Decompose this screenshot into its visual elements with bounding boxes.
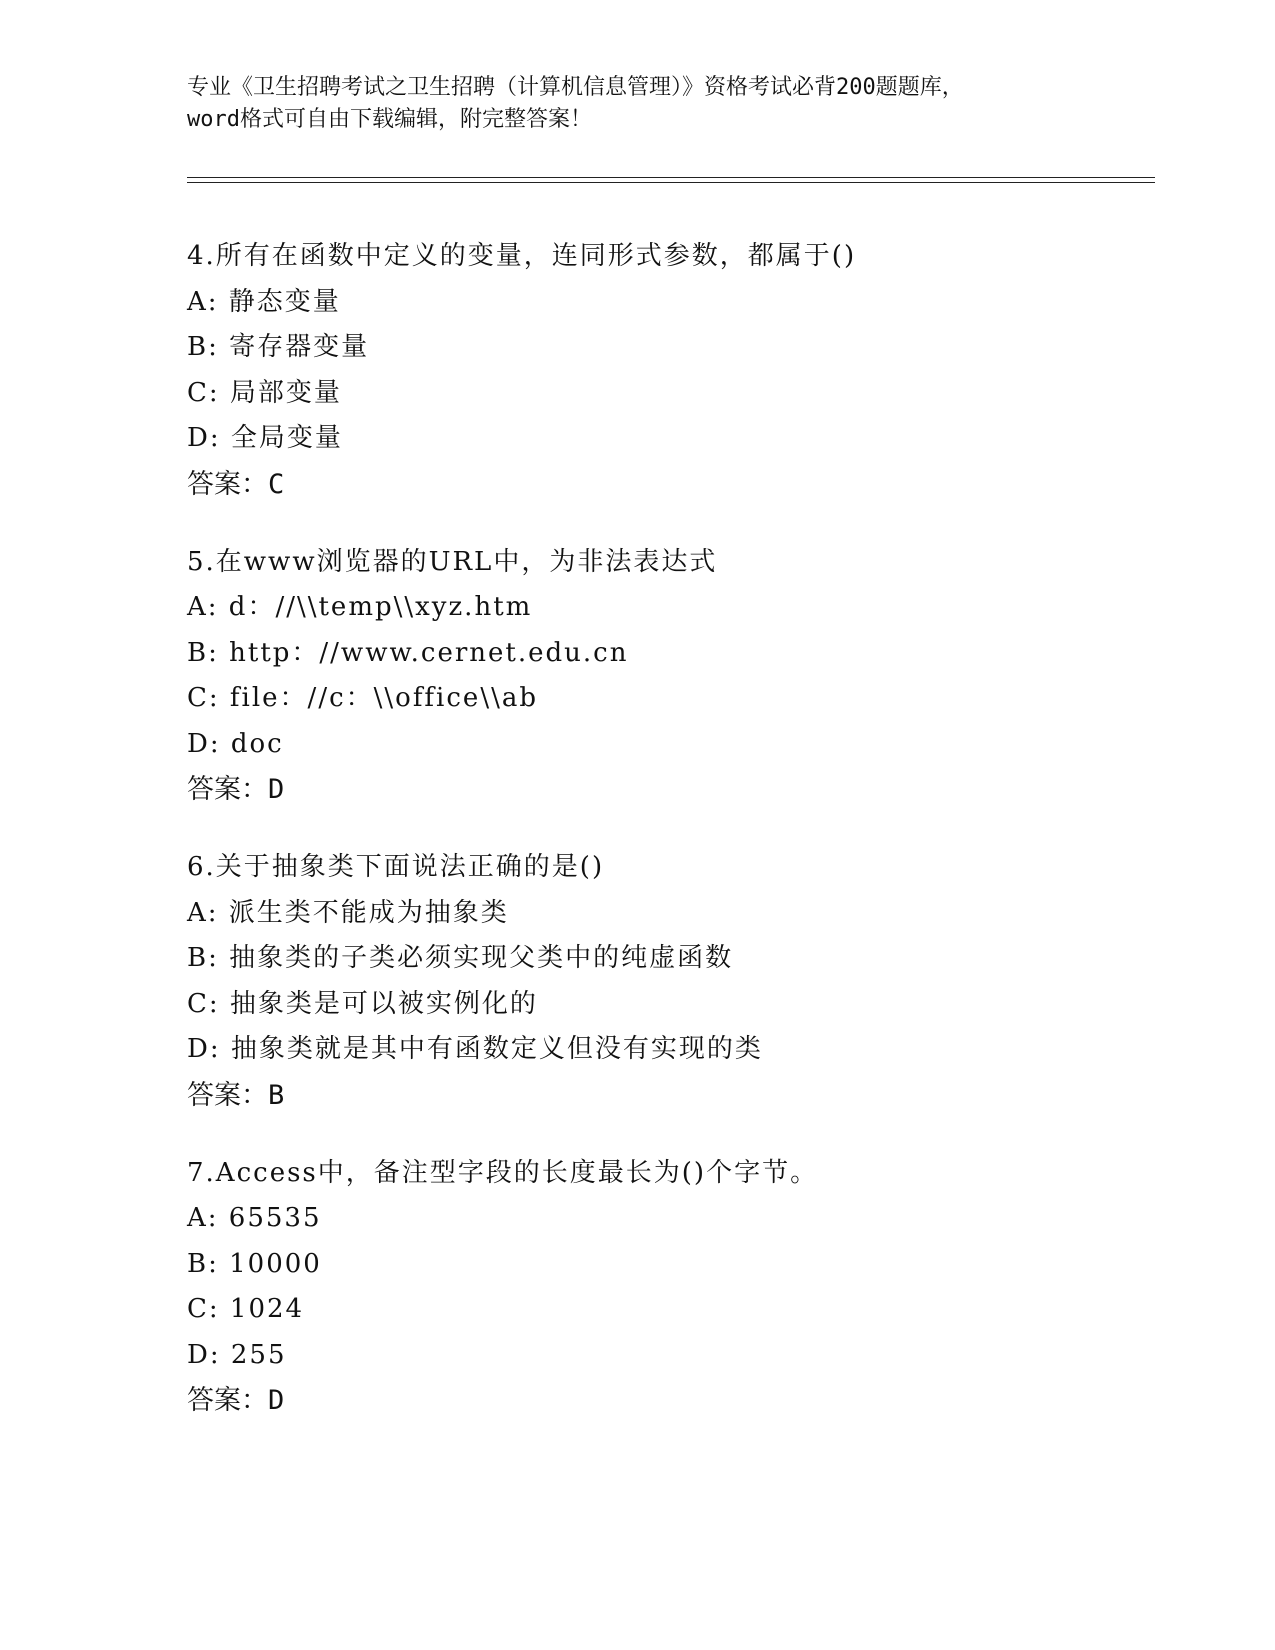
question-4 bbox=[187, 234, 1137, 508]
option-c: C: 抽象类是可以被实例化的 bbox=[187, 988, 538, 1019]
option-d: D: 抽象类就是其中有函数定义但没有实现的类 bbox=[187, 1034, 763, 1064]
header-line-2: word格式可自由下载编辑，附完整答案！ bbox=[187, 107, 592, 132]
document-header bbox=[187, 72, 1087, 136]
option-a: A: 65535 bbox=[187, 1203, 322, 1233]
option-d: D: 全局变量 bbox=[187, 423, 343, 453]
option-b: B: 抽象类的子类必须实现父类中的纯虚函数 bbox=[187, 943, 734, 973]
option-d: D: doc bbox=[187, 728, 284, 759]
option-c: C: 局部变量 bbox=[187, 377, 342, 408]
option-a: A: 静态变量 bbox=[187, 286, 341, 317]
question-6 bbox=[187, 845, 1137, 1119]
option-a: A: 派生类不能成为抽象类 bbox=[187, 897, 509, 928]
option-d: D: 255 bbox=[187, 1339, 287, 1370]
option-c: C: file：//c：\\office\\ab bbox=[187, 683, 538, 713]
answer-text: 答案：D bbox=[187, 774, 285, 805]
option-a: A: d：//\\temp\\xyz.htm bbox=[187, 592, 533, 622]
question-list bbox=[187, 234, 1137, 1456]
question-stem: 7.Access中，备注型字段的长度最长为()个字节。 bbox=[187, 1157, 819, 1188]
question-7 bbox=[187, 1151, 1137, 1425]
option-c: C: 1024 bbox=[187, 1294, 305, 1324]
header-divider-top bbox=[187, 177, 1155, 178]
question-stem: 5.在www浏览器的URL中，为非法表达式 bbox=[187, 546, 718, 577]
header-divider-bottom bbox=[187, 182, 1155, 183]
answer-text: 答案：C bbox=[187, 468, 285, 500]
header-line-1: 专业《卫生招聘考试之卫生招聘（计算机信息管理）》资格考试必背200题题库， bbox=[187, 75, 964, 100]
option-b: B: http：//www.cernet.edu.cn bbox=[187, 637, 629, 668]
option-b: B: 10000 bbox=[187, 1248, 322, 1279]
answer-text: 答案：B bbox=[187, 1079, 285, 1111]
question-5 bbox=[187, 540, 1137, 814]
answer-text: 答案：D bbox=[187, 1385, 285, 1416]
option-b: B: 寄存器变量 bbox=[187, 332, 370, 362]
question-stem: 4.所有在函数中定义的变量，连同形式参数，都属于() bbox=[187, 241, 857, 271]
question-stem: 6.关于抽象类下面说法正确的是() bbox=[187, 852, 605, 882]
